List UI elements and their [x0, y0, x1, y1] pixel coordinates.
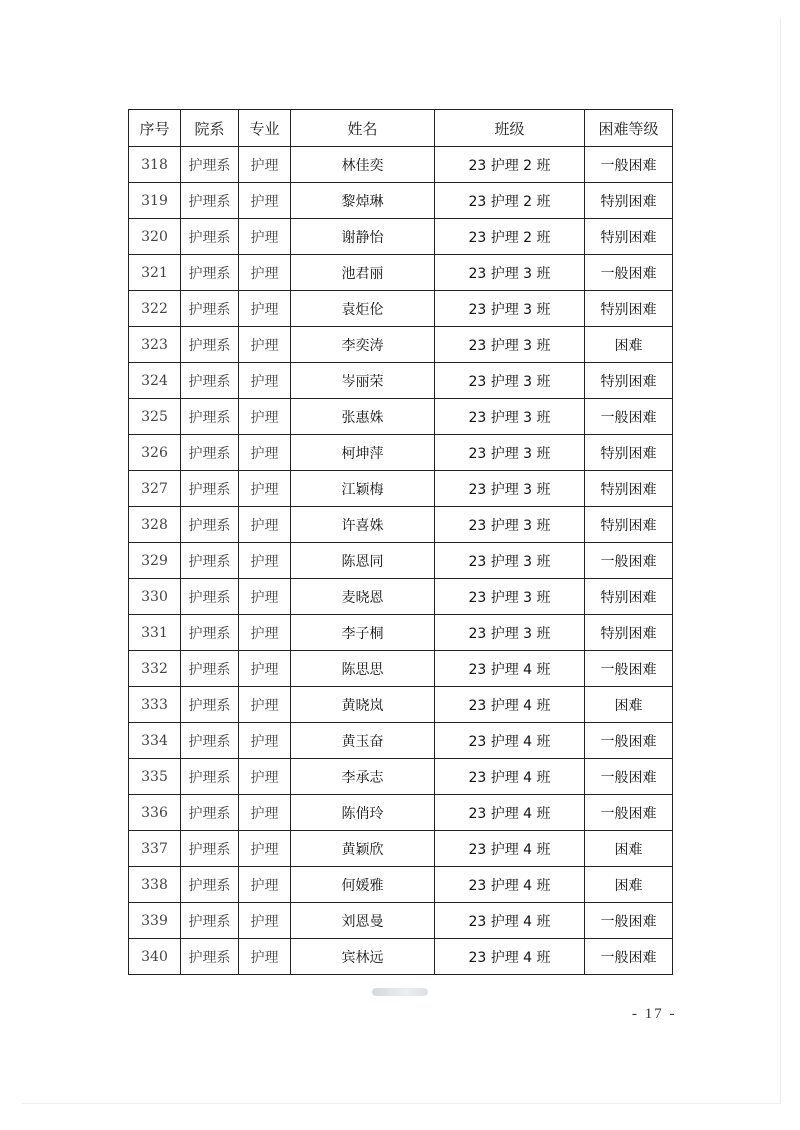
- table-row: [129, 183, 673, 219]
- table-row: [129, 903, 673, 939]
- cell-difficulty-level: 一般困难: [585, 759, 673, 795]
- cell-difficulty-level: 一般困难: [585, 147, 673, 183]
- table-header-row: [129, 110, 673, 147]
- cell-major: 护理: [239, 831, 291, 867]
- cell-serial: 329: [129, 543, 181, 579]
- table-row: [129, 723, 673, 759]
- cell-department: 护理系: [181, 327, 239, 363]
- table-row: [129, 399, 673, 435]
- cell-major: 护理: [239, 687, 291, 723]
- cell-difficulty-level: 特别困难: [585, 363, 673, 399]
- cell-class: 23 护理 2 班: [435, 147, 585, 183]
- cell-department: 护理系: [181, 903, 239, 939]
- table-row: [129, 543, 673, 579]
- cell-serial: 340: [129, 939, 181, 975]
- cell-department: 护理系: [181, 615, 239, 651]
- cell-serial: 327: [129, 471, 181, 507]
- table-row: [129, 759, 673, 795]
- cell-serial: 319: [129, 183, 181, 219]
- table-row: [129, 687, 673, 723]
- cell-class: 23 护理 3 班: [435, 291, 585, 327]
- cell-department: 护理系: [181, 651, 239, 687]
- scan-smudge: [372, 988, 428, 996]
- cell-difficulty-level: 一般困难: [585, 543, 673, 579]
- table-row: [129, 471, 673, 507]
- cell-class: 23 护理 4 班: [435, 651, 585, 687]
- cell-department: 护理系: [181, 831, 239, 867]
- table-row: [129, 255, 673, 291]
- cell-department: 护理系: [181, 543, 239, 579]
- cell-difficulty-level: 特别困难: [585, 219, 673, 255]
- cell-major: 护理: [239, 183, 291, 219]
- cell-class: 23 护理 4 班: [435, 723, 585, 759]
- cell-difficulty-level: 特别困难: [585, 183, 673, 219]
- cell-serial: 330: [129, 579, 181, 615]
- cell-department: 护理系: [181, 219, 239, 255]
- cell-class: 23 护理 3 班: [435, 507, 585, 543]
- cell-class: 23 护理 3 班: [435, 255, 585, 291]
- cell-serial: 336: [129, 795, 181, 831]
- cell-serial: 331: [129, 615, 181, 651]
- cell-class: 23 护理 3 班: [435, 471, 585, 507]
- cell-department: 护理系: [181, 363, 239, 399]
- cell-major: 护理: [239, 399, 291, 435]
- cell-class: 23 护理 3 班: [435, 579, 585, 615]
- cell-major: 护理: [239, 939, 291, 975]
- cell-major: 护理: [239, 579, 291, 615]
- cell-serial: 323: [129, 327, 181, 363]
- cell-class: 23 护理 4 班: [435, 795, 585, 831]
- cell-major: 护理: [239, 507, 291, 543]
- cell-student-name: 岑丽荣: [291, 363, 435, 399]
- cell-student-name: 李奕涛: [291, 327, 435, 363]
- cell-serial: 318: [129, 147, 181, 183]
- cell-student-name: 麦晓恩: [291, 579, 435, 615]
- header-difficulty-level: 困难等级: [585, 110, 673, 147]
- cell-department: 护理系: [181, 255, 239, 291]
- cell-serial: 337: [129, 831, 181, 867]
- cell-major: 护理: [239, 903, 291, 939]
- header-major: 专业: [239, 110, 291, 147]
- table-row: [129, 435, 673, 471]
- cell-difficulty-level: 特别困难: [585, 579, 673, 615]
- cell-student-name: 何媛雅: [291, 867, 435, 903]
- cell-department: 护理系: [181, 507, 239, 543]
- student-roster-table: [128, 109, 673, 975]
- table-row: [129, 831, 673, 867]
- cell-difficulty-level: 一般困难: [585, 903, 673, 939]
- cell-student-name: 池君丽: [291, 255, 435, 291]
- cell-student-name: 袁炬伦: [291, 291, 435, 327]
- table-row: [129, 363, 673, 399]
- cell-difficulty-level: 困难: [585, 867, 673, 903]
- cell-major: 护理: [239, 363, 291, 399]
- cell-student-name: 谢静怡: [291, 219, 435, 255]
- cell-student-name: 刘恩曼: [291, 903, 435, 939]
- cell-serial: 328: [129, 507, 181, 543]
- cell-major: 护理: [239, 543, 291, 579]
- cell-class: 23 护理 2 班: [435, 219, 585, 255]
- cell-department: 护理系: [181, 795, 239, 831]
- cell-major: 护理: [239, 615, 291, 651]
- header-serial: 序号: [129, 110, 181, 147]
- table-row: [129, 579, 673, 615]
- cell-difficulty-level: 一般困难: [585, 651, 673, 687]
- cell-class: 23 护理 4 班: [435, 831, 585, 867]
- cell-difficulty-level: 困难: [585, 831, 673, 867]
- cell-major: 护理: [239, 471, 291, 507]
- cell-major: 护理: [239, 759, 291, 795]
- cell-serial: 339: [129, 903, 181, 939]
- cell-major: 护理: [239, 723, 291, 759]
- header-department: 院系: [181, 110, 239, 147]
- cell-department: 护理系: [181, 471, 239, 507]
- table-row: [129, 147, 673, 183]
- cell-department: 护理系: [181, 723, 239, 759]
- cell-class: 23 护理 4 班: [435, 903, 585, 939]
- cell-department: 护理系: [181, 147, 239, 183]
- table-row: [129, 939, 673, 975]
- cell-difficulty-level: 特别困难: [585, 291, 673, 327]
- cell-department: 护理系: [181, 867, 239, 903]
- cell-serial: 335: [129, 759, 181, 795]
- cell-serial: 338: [129, 867, 181, 903]
- cell-major: 护理: [239, 795, 291, 831]
- cell-difficulty-level: 特别困难: [585, 615, 673, 651]
- cell-difficulty-level: 一般困难: [585, 255, 673, 291]
- cell-department: 护理系: [181, 399, 239, 435]
- cell-major: 护理: [239, 291, 291, 327]
- cell-student-name: 李子桐: [291, 615, 435, 651]
- cell-major: 护理: [239, 867, 291, 903]
- cell-major: 护理: [239, 219, 291, 255]
- cell-major: 护理: [239, 255, 291, 291]
- cell-difficulty-level: 特别困难: [585, 507, 673, 543]
- table-row: [129, 615, 673, 651]
- table-row: [129, 867, 673, 903]
- cell-class: 23 护理 3 班: [435, 363, 585, 399]
- cell-difficulty-level: 一般困难: [585, 795, 673, 831]
- cell-difficulty-level: 特别困难: [585, 471, 673, 507]
- cell-student-name: 黄颖欣: [291, 831, 435, 867]
- cell-difficulty-level: 一般困难: [585, 939, 673, 975]
- cell-major: 护理: [239, 147, 291, 183]
- cell-class: 23 护理 3 班: [435, 435, 585, 471]
- cell-serial: 321: [129, 255, 181, 291]
- cell-student-name: 宾林远: [291, 939, 435, 975]
- cell-class: 23 护理 3 班: [435, 543, 585, 579]
- cell-serial: 320: [129, 219, 181, 255]
- cell-student-name: 黄玉奋: [291, 723, 435, 759]
- cell-student-name: 黄晓岚: [291, 687, 435, 723]
- cell-class: 23 护理 3 班: [435, 615, 585, 651]
- cell-difficulty-level: 困难: [585, 327, 673, 363]
- cell-student-name: 陈思思: [291, 651, 435, 687]
- cell-serial: 325: [129, 399, 181, 435]
- cell-class: 23 护理 4 班: [435, 867, 585, 903]
- cell-department: 护理系: [181, 435, 239, 471]
- cell-major: 护理: [239, 651, 291, 687]
- cell-student-name: 张惠姝: [291, 399, 435, 435]
- cell-student-name: 许喜姝: [291, 507, 435, 543]
- cell-difficulty-level: 一般困难: [585, 723, 673, 759]
- cell-student-name: 柯坤萍: [291, 435, 435, 471]
- cell-class: 23 护理 2 班: [435, 183, 585, 219]
- cell-department: 护理系: [181, 939, 239, 975]
- cell-serial: 333: [129, 687, 181, 723]
- cell-serial: 324: [129, 363, 181, 399]
- cell-department: 护理系: [181, 579, 239, 615]
- cell-serial: 326: [129, 435, 181, 471]
- cell-department: 护理系: [181, 291, 239, 327]
- page-number: - 17 -: [632, 1006, 677, 1022]
- table-body: [129, 147, 673, 975]
- cell-serial: 334: [129, 723, 181, 759]
- cell-major: 护理: [239, 435, 291, 471]
- table-row: [129, 795, 673, 831]
- cell-department: 护理系: [181, 183, 239, 219]
- cell-department: 护理系: [181, 687, 239, 723]
- cell-student-name: 陈俏玲: [291, 795, 435, 831]
- cell-student-name: 黎焯琳: [291, 183, 435, 219]
- cell-class: 23 护理 3 班: [435, 399, 585, 435]
- cell-difficulty-level: 一般困难: [585, 399, 673, 435]
- table-row: [129, 291, 673, 327]
- cell-student-name: 林佳奕: [291, 147, 435, 183]
- cell-student-name: 陈恩同: [291, 543, 435, 579]
- table-row: [129, 219, 673, 255]
- table-row: [129, 507, 673, 543]
- cell-serial: 322: [129, 291, 181, 327]
- cell-major: 护理: [239, 327, 291, 363]
- cell-difficulty-level: 困难: [585, 687, 673, 723]
- cell-class: 23 护理 4 班: [435, 759, 585, 795]
- cell-class: 23 护理 3 班: [435, 327, 585, 363]
- cell-serial: 332: [129, 651, 181, 687]
- cell-student-name: 江颖梅: [291, 471, 435, 507]
- header-class: 班级: [435, 110, 585, 147]
- cell-department: 护理系: [181, 759, 239, 795]
- table-row: [129, 651, 673, 687]
- table-row: [129, 327, 673, 363]
- cell-class: 23 护理 4 班: [435, 687, 585, 723]
- header-name: 姓名: [291, 110, 435, 147]
- cell-student-name: 李承志: [291, 759, 435, 795]
- cell-class: 23 护理 4 班: [435, 939, 585, 975]
- cell-difficulty-level: 特别困难: [585, 435, 673, 471]
